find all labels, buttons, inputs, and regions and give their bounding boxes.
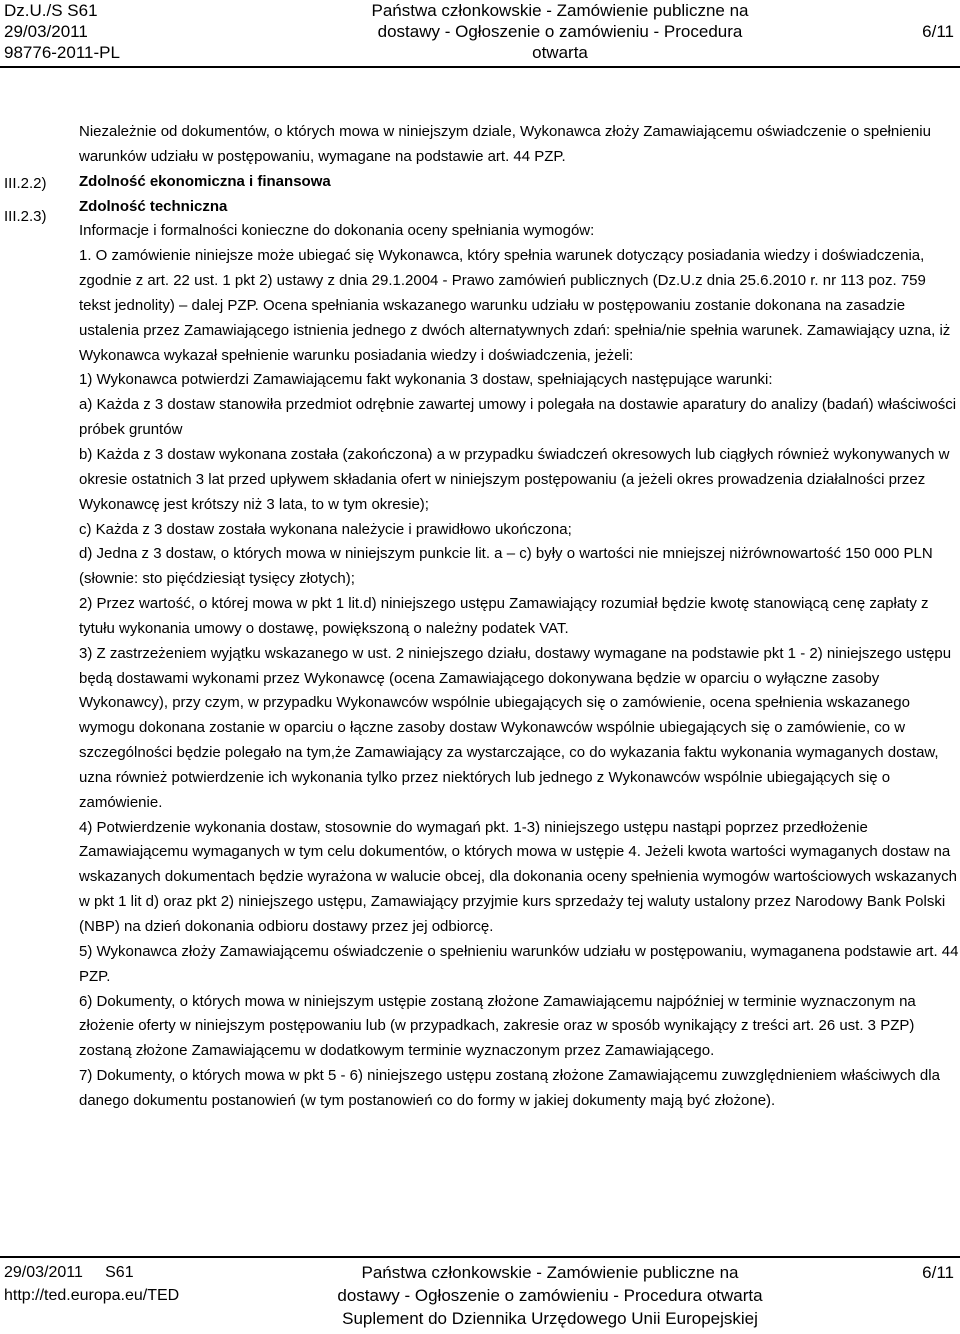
section-subtitle: Informacje i formalności konieczne do dokonania oceny spełniania wymogów:: [79, 222, 595, 240]
journal-ref: Dz.U./S S61: [4, 1, 98, 20]
paragraph: 6) Dokumenty, o których mowa w niniejszym ustępie zostaną złożone Zamawiającemu najpóźniej w terminie wyznaczonym na złożenie oferty w niniejszym postępowaniu lub (w przypadkach, zakresie oraz w sposób wynikający z treści art. 26 ust. 3 PZP) zostaną złożone Zamawiającemu w dodatkowym terminie wyznaczonym przez Zamawiającego.: [79, 992, 916, 1060]
footer-supplement: Suplement do Dziennika Urzędowego Unii Europejskiej: [342, 1309, 758, 1328]
footer-title: [300, 1261, 800, 1307]
header-left: [4, 0, 120, 63]
notice-id: 98776-2011-PL: [4, 43, 120, 62]
paragraph: 7) Dokumenty, o których mowa w pkt 5 - 6) niniejszego ustępu zostaną złożone Zamawiającemu zuwzględnieniem właściwych dla danego dokumentu postanowień (w tym postanowień co do formy w jakiej dokumenty mają być złożone).: [79, 1067, 940, 1109]
section-title-economic: Zdolność ekonomiczna i finansowa: [79, 172, 331, 190]
section-number-iii-2-2: III.2.2): [4, 175, 47, 192]
page-header: [0, 0, 960, 70]
paragraph: 1) Wykonawca potwierdzi Zamawiającemu fakt wykonania 3 dostaw, spełniających następujące warunki:: [79, 371, 773, 389]
paragraph: a) Każda z 3 dostaw stanowiła przedmiot odrębnie zawartej umowy i polegała na dostawie aparatury do analizy (badań) właściwości próbek gruntów: [79, 396, 957, 439]
paragraph: b) Każda z 3 dostaw wykonana została (zakończona) a w przypadku świadczeń okresowych lub ciągłych również wykonywanych w okresie ostatnich 3 lat przed upływem składania ofert w niniejszym postępowaniu (a jeżeli okres prowadzenia działalności przez Wykonawcę jest krótszy niż 3 lata, to w tym okresie);: [79, 445, 950, 513]
paragraph: 5) Wykonawca złoży Zamawiającemu oświadczenie o spełnieniu warunków udziału w postępowaniu, wymaganena podstawie art. 44 PZP.: [79, 942, 959, 985]
footer-page-number: 6/11: [922, 1263, 954, 1282]
footer-divider: [0, 1256, 960, 1258]
header-divider: [0, 66, 960, 68]
footer-date-issue: 29/03/2011 S61: [4, 1264, 134, 1281]
header-title-line2: dostawy - Ogłoszenie o zamówieniu - Procedura otwarta: [377, 22, 743, 62]
section-number-iii-2-3: III.2.3): [4, 208, 47, 225]
page-footer: [0, 1261, 960, 1334]
section-title-technical: Zdolność techniczna: [79, 197, 228, 215]
footer-title-line2: dostawy - Ogłoszenie o zamówieniu - Procedura otwarta: [337, 1286, 763, 1305]
paragraph: 3) Z zastrzeżeniem wyjątku wskazanego w ust. 2 niniejszego działu, dostawy wymagane na podstawie pkt 1 - 2) niniejszego ustępu będą dostawami wykonami przez Wykonawcę (ocena Zamawiającego dokonywana będzie w oparciu o wyłączne zasoby Wykonawcy), przy czym, w przypadku Wykonawców wspólnie ubiegających się o zamówienie, ocena spełnienia wskazanego wymogu dokonana zostanie w oparciu o łączne zasoby dostaw Wykonawców wspólnie ubiegających się o zamówienie, co w szczególności będzie polegało na tym,że Zamawiający za wystarczające, co do wykazania faktu wykonania wymaganych dostaw, uzna również potwierdzenie ich wykonania tylko przez niektórych lub jednego z Wykonawców wspólnie ubiegających się o zamówienie.: [79, 644, 952, 811]
footer-title-line1: Państwa członkowskie - Zamówienie publiczne na: [361, 1263, 739, 1282]
paragraph: c) Każda z 3 dostaw została wykonana należycie i prawidłowo ukończona;: [79, 520, 572, 538]
document-body: [79, 120, 959, 1114]
header-title: [360, 0, 760, 63]
paragraph: 4) Potwierdzenie wykonania dostaw, stosownie do wymagań pkt. 1-3) niniejszego ustępu nastąpi poprzez przedłożenie Zamawiającemu wymaganych w tym celu dokumentów, o których mowa w ustępie 4. Jeżeli kwota wartości wymaganych dostaw na wskazanych dokumentach będzie wyrażona w walucie obcej, dla dokonania oceny spełnienia wymogów wartościowych wskazanych w pkt 1 lit d) oraz pkt 2) niniejszego ustępu, Zamawiający przyjmie kurs sprzedaży tej waluty ustalony przez Narodowy Bank Polski (NBP) na dzień dokonania odbioru dostawy przez jej odbiorcę.: [79, 818, 957, 935]
paragraph: d) Jedna z 3 dostaw, o których mowa w niniejszym punkcie lit. a – c) były o wartości nie mniejszej niżrównowartość 150 000 PLN (słownie: sto pięćdziesiąt tysięcy złotych);: [79, 545, 933, 588]
paragraph: 1. O zamówienie niniejsze może ubiegać się Wykonawca, który spełnia warunek dotyczący posiadania wiedzy i doświadczenia, zgodnie z art. 22 ust. 1 pkt 2) ustawy z dnia 29.1.2004 - Prawo zamówień publicznych (Dz.U.z dnia 25.6.2010 r. nr 113 poz. 759 tekst jednolity) – dalej PZP. Ocena spełniania wskazanego warunku udziału w postępowaniu zostanie dokonana na zasadzie ustalenia przez Zamawiającego istnienia jednego z dwóch alternatywnych zdań: spełnia/nie spełnia warunek. Zamawiający uzna, iż Wykonawca wykazał spełnienie warunku posiadania wiedzy i doświadczenia, jeżeli:: [79, 247, 951, 364]
intro-paragraph: Niezależnie od dokumentów, o których mowa w niniejszym dziale, Wykonawca złoży Zamawiającemu oświadczenie o spełnieniu warunków udziału w postępowaniu, wymagane na podstawie art. 44 PZP.: [79, 123, 931, 165]
header-date: 29/03/2011: [4, 22, 88, 41]
header-page-number: 6/11: [922, 22, 954, 41]
header-title-line1: Państwa członkowskie - Zamówienie publiczne na: [371, 1, 749, 20]
footer-url: http://ted.europa.eu/TED: [4, 1287, 180, 1304]
paragraph: 2) Przez wartość, o której mowa w pkt 1 lit.d) niniejszego ustępu Zamawiający rozumiał będzie kwotę stanowiącą cenę zapłaty z tytułu wykonania umowy o dostawę, powiększoną o należny podatek VAT.: [79, 595, 929, 637]
